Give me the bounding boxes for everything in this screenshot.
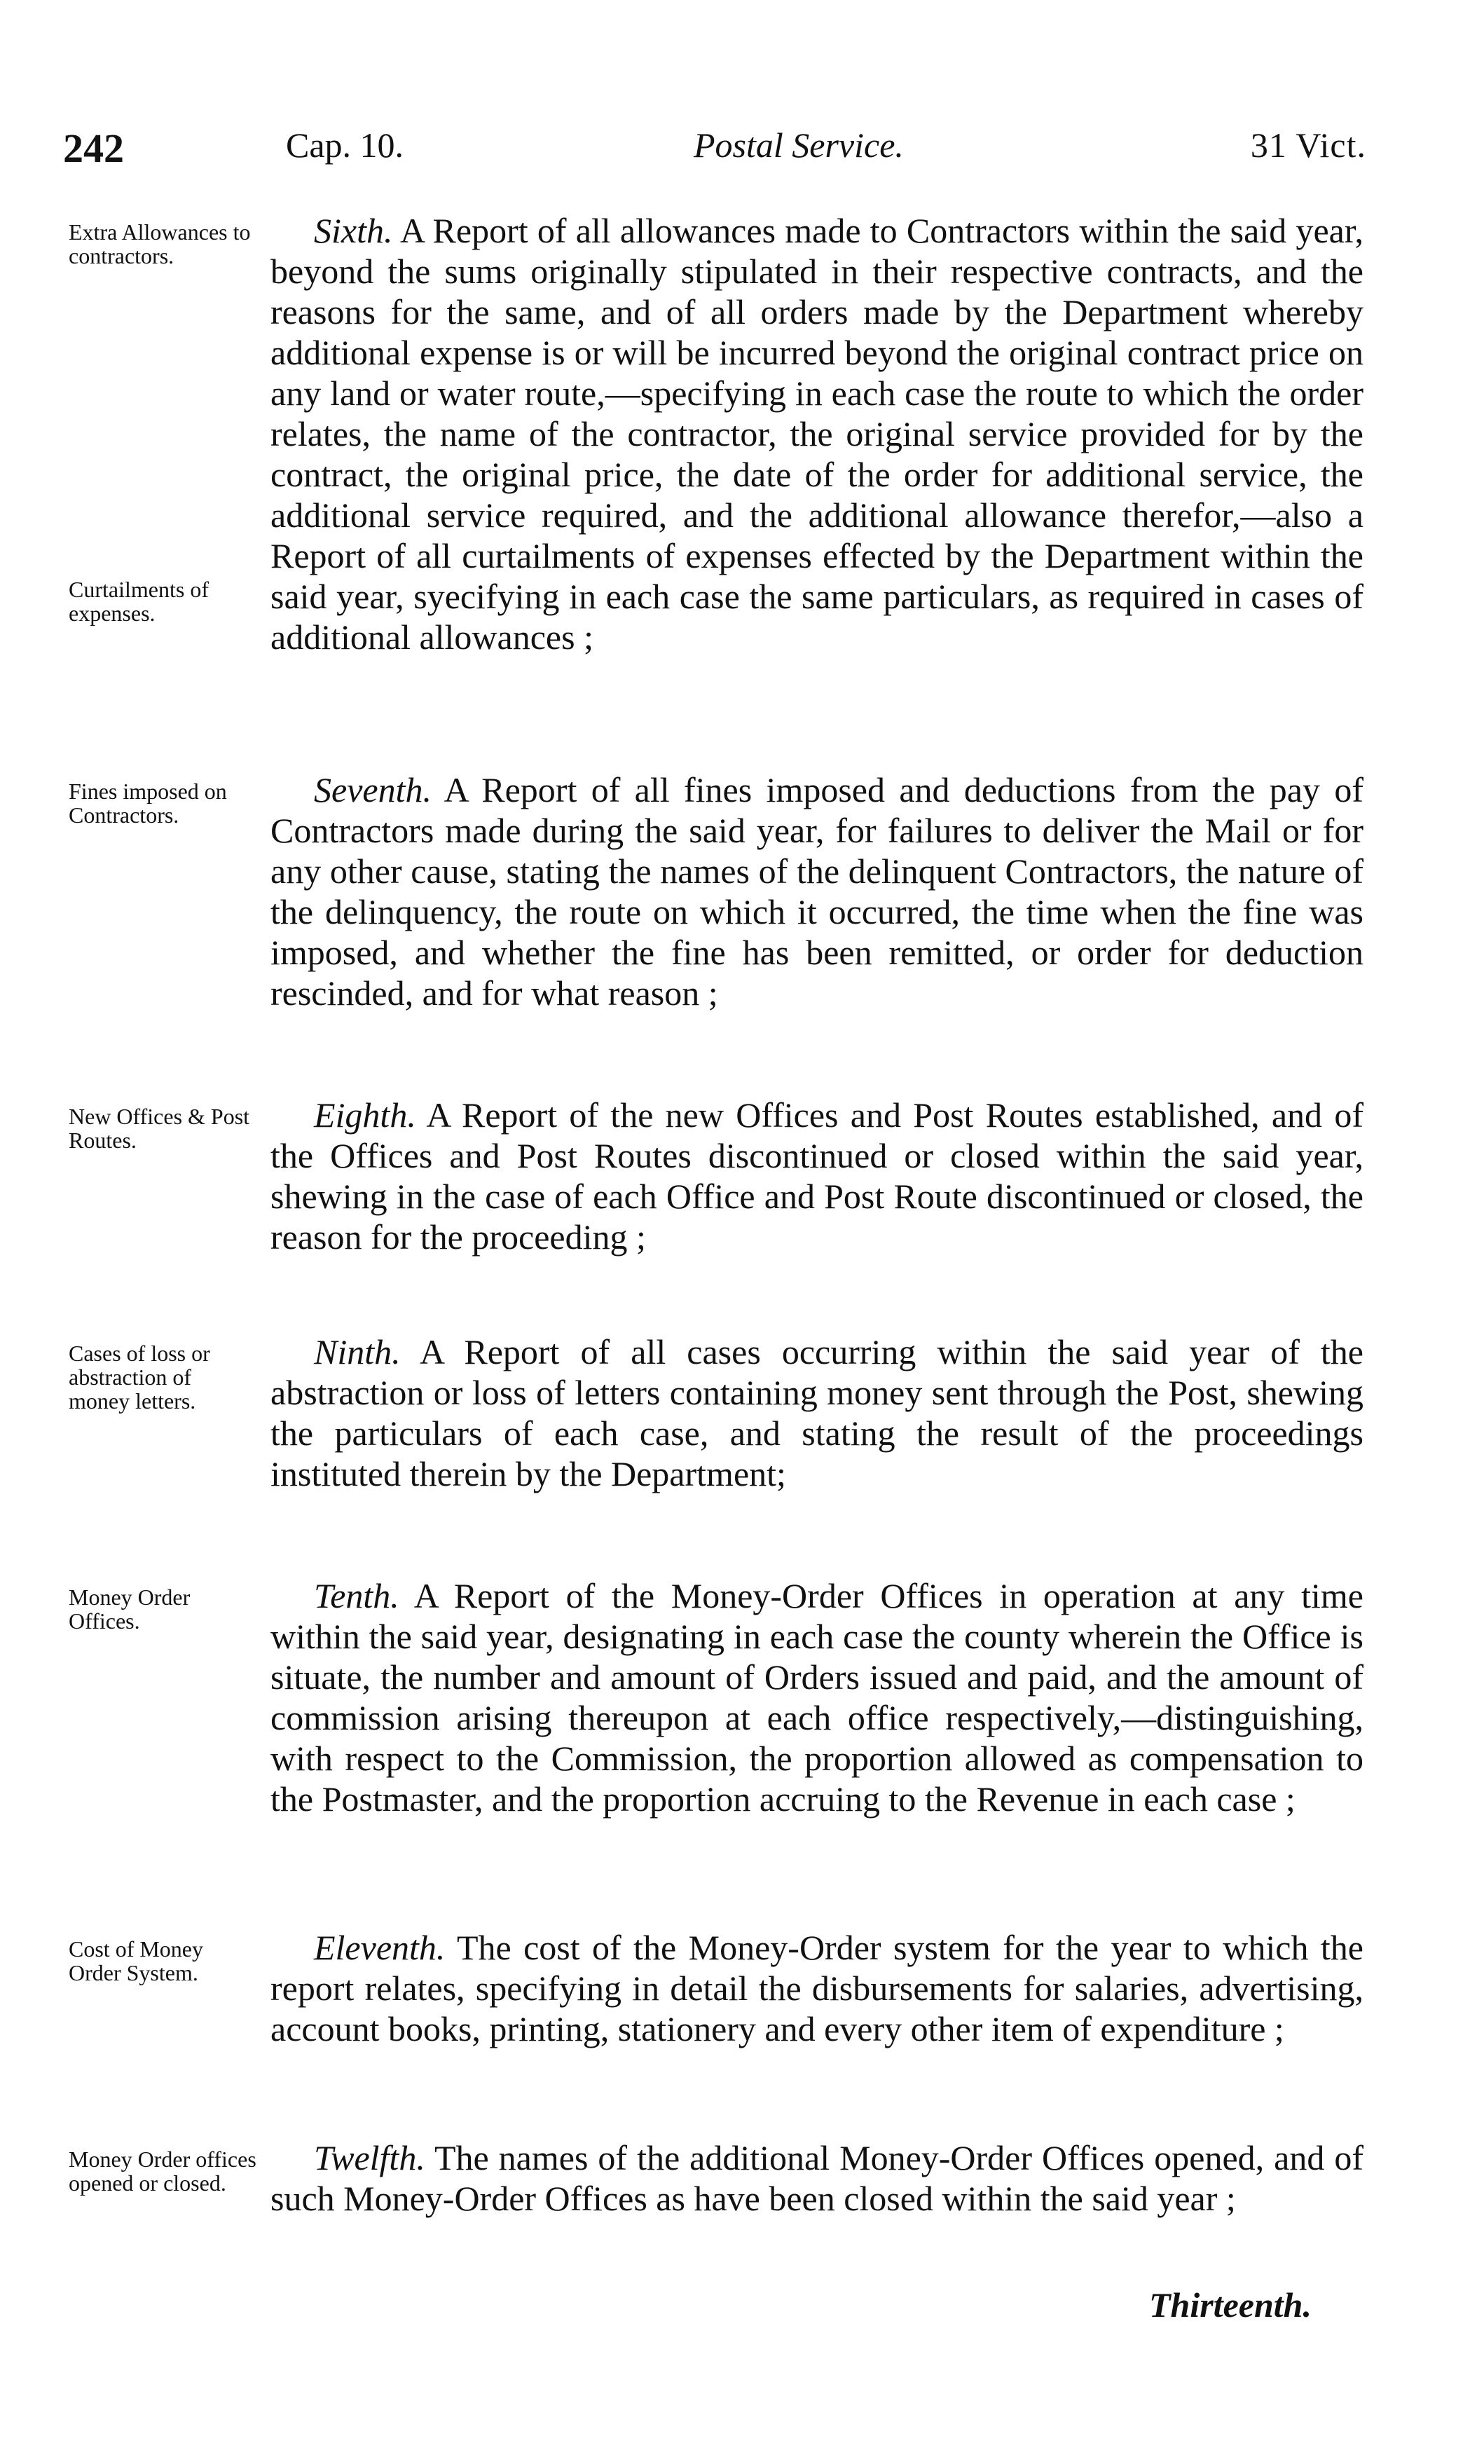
clause-body: A Report of the Money-Order Offices in operation at any time within the said year, designating in each case the county wherein the Office is situate, the number and amount of Orders issued and paid, and the amount of commission arising thereupon at each office respectively,—distinguishing, with respect to the Commission, the proportion allowed as compensation to the Postmaster, and the proportion accruing to the Revenue in each case ; [270, 1576, 1363, 1819]
clause-lead: Ninth. [314, 1332, 401, 1371]
clause-text [270, 2137, 1363, 2219]
clause-lead: Tenth. [314, 1576, 399, 1615]
clause-text [270, 1575, 1363, 1819]
margin-note: Money Order Offices. [69, 1585, 191, 1634]
chapter-label: Cap. 10. [286, 125, 404, 165]
clause-lead: Eighth. [314, 1095, 416, 1135]
running-header [63, 125, 1366, 181]
clause-text [270, 769, 1363, 1013]
clause-lead: Eleventh. [314, 1928, 446, 1967]
clause-lead: Seventh. [314, 770, 432, 809]
running-title: Postal Service. [694, 125, 904, 165]
clause-body: The names of the additional Money-Order Offices opened, and of such Money-Order Offices as have been closed within the said year ; [270, 2138, 1363, 2218]
clause-body: A Report of all fines imposed and deductions from the pay of Contractors made during the said year, for failures to deliver the Mail or for any other cause, stating the names of the delinquent Contractors, the nature of the delinquency, the route on which it occurred, the time when the fine was imposed, and whether the fine has been remitted, or order for deduction rescinded, and for what reason ; [270, 770, 1363, 1013]
clause-lead: Sixth. [314, 211, 393, 250]
margin-note: Cases of loss or abstraction of money letters. [69, 1341, 210, 1414]
regnal-year: 31 Vict. [1250, 125, 1366, 165]
margin-note: Extra Allowances to contractors. [69, 219, 251, 268]
catchword: Thirteenth. [1149, 2285, 1312, 2325]
clause-body: A Report of the new Offices and Post Routes established, and of the Offices and Post Routes discontinued or closed within the said year, shewing in the case of each Office and Post Route discontinued or closed, the reason for the proceeding ; [270, 1095, 1363, 1257]
margin-note: Cost of Money Order System. [69, 1936, 203, 1985]
clause-body: The cost of the Money-Order system for the year to which the report relates, specifying in detail the disbursements for salaries, advertising, account books, printing, stationery and every other item of expenditure ; [270, 1928, 1363, 2048]
clause-text [270, 210, 1363, 657]
clause-text [270, 1927, 1363, 2049]
margin-note: Money Order offices opened or closed. [69, 2147, 256, 2196]
clause-text [270, 1332, 1363, 1494]
clause-body: A Report of all allowances made to Contractors within the said year, beyond the sums originally stipulated in their respective contracts, and the reasons for the same, and of all orders made by the Department whereby additional expense is or will be incurred beyond the original contract price on any land or water route,—specifying in each case the route to which the order relates, the name of the contractor, the original service provided for by the contract, the original price, the date of the order for additional service, the additional service required, and the additional allowance therefor,—also a Report of all curtailments of expenses effected by the Department within the said year, syecifying in each case the same particulars, as required in cases of additional allowances ; [270, 211, 1363, 657]
margin-note: Curtailments of expenses. [69, 577, 209, 626]
margin-note: Fines imposed on Contractors. [69, 779, 227, 828]
clause-lead: Twelfth. [314, 2138, 425, 2177]
margin-note: New Offices & Post Routes. [69, 1104, 250, 1153]
clause-body: A Report of all cases occurring within the said year of the abstraction or loss of letters containing money sent through the Post, shewing the particulars of each case, and stating the result of the proceedings instituted therein by the Department; [270, 1332, 1363, 1493]
clause-text [270, 1095, 1363, 1257]
page-number: 242 [63, 125, 124, 171]
